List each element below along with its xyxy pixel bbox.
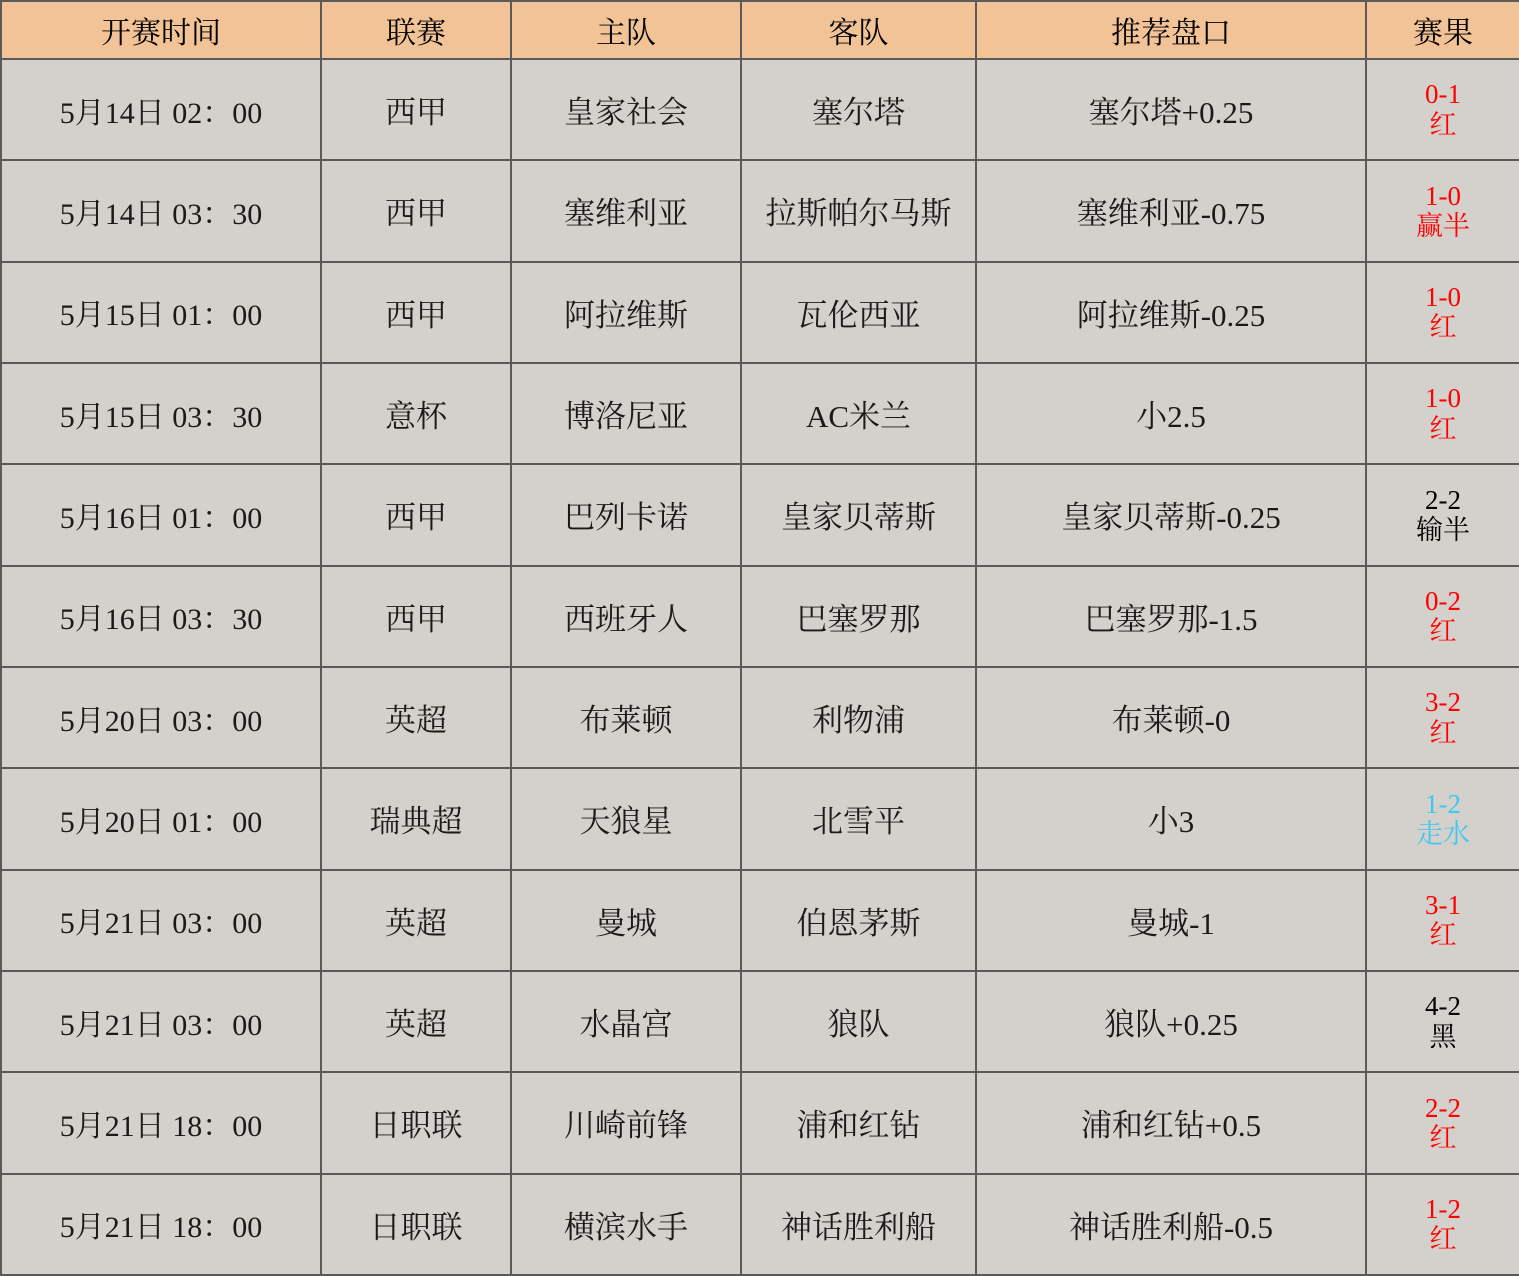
table-row — [1, 870, 1519, 971]
table-body — [1, 59, 1519, 1275]
result-score: 1-0 — [1425, 180, 1461, 211]
cell-time: 5月21日 18：00 — [1, 1174, 321, 1275]
result-score: 3-2 — [1425, 687, 1461, 718]
cell-odds: 巴塞罗那-1.5 — [976, 566, 1366, 667]
cell-odds: 塞尔塔+0.25 — [976, 59, 1366, 160]
cell-away-team: 塞尔塔 — [741, 59, 976, 160]
cell-away-team: 瓦伦西亚 — [741, 262, 976, 363]
cell-result — [1366, 160, 1519, 261]
cell-league: 英超 — [321, 870, 511, 971]
cell-odds: 小2.5 — [976, 363, 1366, 464]
result-score: 1-0 — [1425, 383, 1461, 414]
cell-home-team: 布莱顿 — [511, 667, 741, 768]
cell-odds: 皇家贝蒂斯-0.25 — [976, 464, 1366, 565]
result-score: 1-2 — [1425, 788, 1461, 819]
cell-away-team: 拉斯帕尔马斯 — [741, 160, 976, 261]
table-row — [1, 971, 1519, 1072]
table-row — [1, 464, 1519, 565]
cell-league: 意杯 — [321, 363, 511, 464]
cell-time: 5月14日 02：00 — [1, 59, 321, 160]
result-score: 1-0 — [1425, 282, 1461, 313]
cell-odds: 塞维利亚-0.75 — [976, 160, 1366, 261]
cell-odds: 浦和红钻+0.5 — [976, 1072, 1366, 1173]
result-outcome: 红 — [1429, 616, 1457, 647]
cell-home-team: 阿拉维斯 — [511, 262, 741, 363]
cell-away-team: 利物浦 — [741, 667, 976, 768]
header-row — [1, 1, 1519, 59]
cell-away-team: AC米兰 — [741, 363, 976, 464]
cell-away-team: 浦和红钻 — [741, 1072, 976, 1173]
cell-odds: 布莱顿-0 — [976, 667, 1366, 768]
result-score: 0-1 — [1425, 79, 1461, 110]
cell-home-team: 西班牙人 — [511, 566, 741, 667]
cell-home-team: 川崎前锋 — [511, 1072, 741, 1173]
result-outcome: 红 — [1429, 413, 1457, 444]
cell-result — [1366, 971, 1519, 1072]
cell-odds: 神话胜利船-0.5 — [976, 1174, 1366, 1275]
cell-time: 5月20日 01：00 — [1, 768, 321, 869]
cell-league: 日职联 — [321, 1174, 511, 1275]
cell-time: 5月15日 03：30 — [1, 363, 321, 464]
table-header — [1, 1, 1519, 59]
header-cell-time: 开赛时间 — [1, 1, 321, 59]
cell-odds: 狼队+0.25 — [976, 971, 1366, 1072]
cell-league: 英超 — [321, 971, 511, 1072]
cell-league: 西甲 — [321, 464, 511, 565]
cell-result — [1366, 768, 1519, 869]
table-row — [1, 566, 1519, 667]
cell-league: 瑞典超 — [321, 768, 511, 869]
cell-result — [1366, 262, 1519, 363]
cell-time: 5月15日 01：00 — [1, 262, 321, 363]
cell-home-team: 水晶宫 — [511, 971, 741, 1072]
cell-result — [1366, 59, 1519, 160]
cell-time: 5月20日 03：00 — [1, 667, 321, 768]
cell-home-team: 天狼星 — [511, 768, 741, 869]
cell-away-team: 巴塞罗那 — [741, 566, 976, 667]
table-row — [1, 1174, 1519, 1275]
table-row — [1, 667, 1519, 768]
table-row — [1, 768, 1519, 869]
result-outcome: 红 — [1429, 717, 1457, 748]
result-score: 4-2 — [1425, 991, 1461, 1022]
result-outcome: 红 — [1429, 109, 1457, 140]
table-row — [1, 59, 1519, 160]
cell-odds: 小3 — [976, 768, 1366, 869]
cell-time: 5月21日 03：00 — [1, 870, 321, 971]
cell-league: 西甲 — [321, 262, 511, 363]
cell-time: 5月21日 03：00 — [1, 971, 321, 1072]
result-outcome: 输半 — [1416, 514, 1470, 545]
cell-away-team: 神话胜利船 — [741, 1174, 976, 1275]
cell-result — [1366, 1174, 1519, 1275]
cell-home-team: 皇家社会 — [511, 59, 741, 160]
cell-result — [1366, 1072, 1519, 1173]
cell-result — [1366, 566, 1519, 667]
header-cell-home: 主队 — [511, 1, 741, 59]
cell-result — [1366, 667, 1519, 768]
cell-league: 西甲 — [321, 59, 511, 160]
result-outcome: 红 — [1429, 312, 1457, 343]
table-row — [1, 363, 1519, 464]
header-cell-odds: 推荐盘口 — [976, 1, 1366, 59]
cell-away-team: 皇家贝蒂斯 — [741, 464, 976, 565]
header-cell-league: 联赛 — [321, 1, 511, 59]
cell-odds: 阿拉维斯-0.25 — [976, 262, 1366, 363]
result-outcome: 红 — [1429, 1224, 1457, 1255]
cell-odds: 曼城-1 — [976, 870, 1366, 971]
table-row — [1, 160, 1519, 261]
result-score: 3-1 — [1425, 890, 1461, 921]
header-cell-result: 赛果 — [1366, 1, 1519, 59]
cell-away-team: 伯恩茅斯 — [741, 870, 976, 971]
cell-home-team: 博洛尼亚 — [511, 363, 741, 464]
result-score: 0-2 — [1425, 586, 1461, 617]
cell-time: 5月14日 03：30 — [1, 160, 321, 261]
result-outcome: 红 — [1429, 920, 1457, 951]
result-score: 2-2 — [1425, 1092, 1461, 1123]
result-score: 2-2 — [1425, 484, 1461, 515]
cell-result — [1366, 363, 1519, 464]
result-outcome: 黑 — [1429, 1021, 1457, 1052]
cell-away-team: 北雪平 — [741, 768, 976, 869]
cell-home-team: 曼城 — [511, 870, 741, 971]
header-cell-away: 客队 — [741, 1, 976, 59]
result-score: 1-2 — [1425, 1194, 1461, 1225]
result-outcome: 红 — [1429, 1122, 1457, 1153]
table-row — [1, 262, 1519, 363]
cell-time: 5月16日 01：00 — [1, 464, 321, 565]
cell-league: 西甲 — [321, 160, 511, 261]
cell-home-team: 塞维利亚 — [511, 160, 741, 261]
cell-home-team: 横滨水手 — [511, 1174, 741, 1275]
cell-league: 日职联 — [321, 1072, 511, 1173]
cell-league: 英超 — [321, 667, 511, 768]
cell-time: 5月21日 18：00 — [1, 1072, 321, 1173]
cell-home-team: 巴列卡诺 — [511, 464, 741, 565]
cell-away-team: 狼队 — [741, 971, 976, 1072]
table-row — [1, 1072, 1519, 1173]
cell-result — [1366, 870, 1519, 971]
cell-result — [1366, 464, 1519, 565]
cell-time: 5月16日 03：30 — [1, 566, 321, 667]
cell-league: 西甲 — [321, 566, 511, 667]
result-outcome: 赢半 — [1416, 210, 1470, 241]
result-outcome: 走水 — [1416, 818, 1470, 849]
